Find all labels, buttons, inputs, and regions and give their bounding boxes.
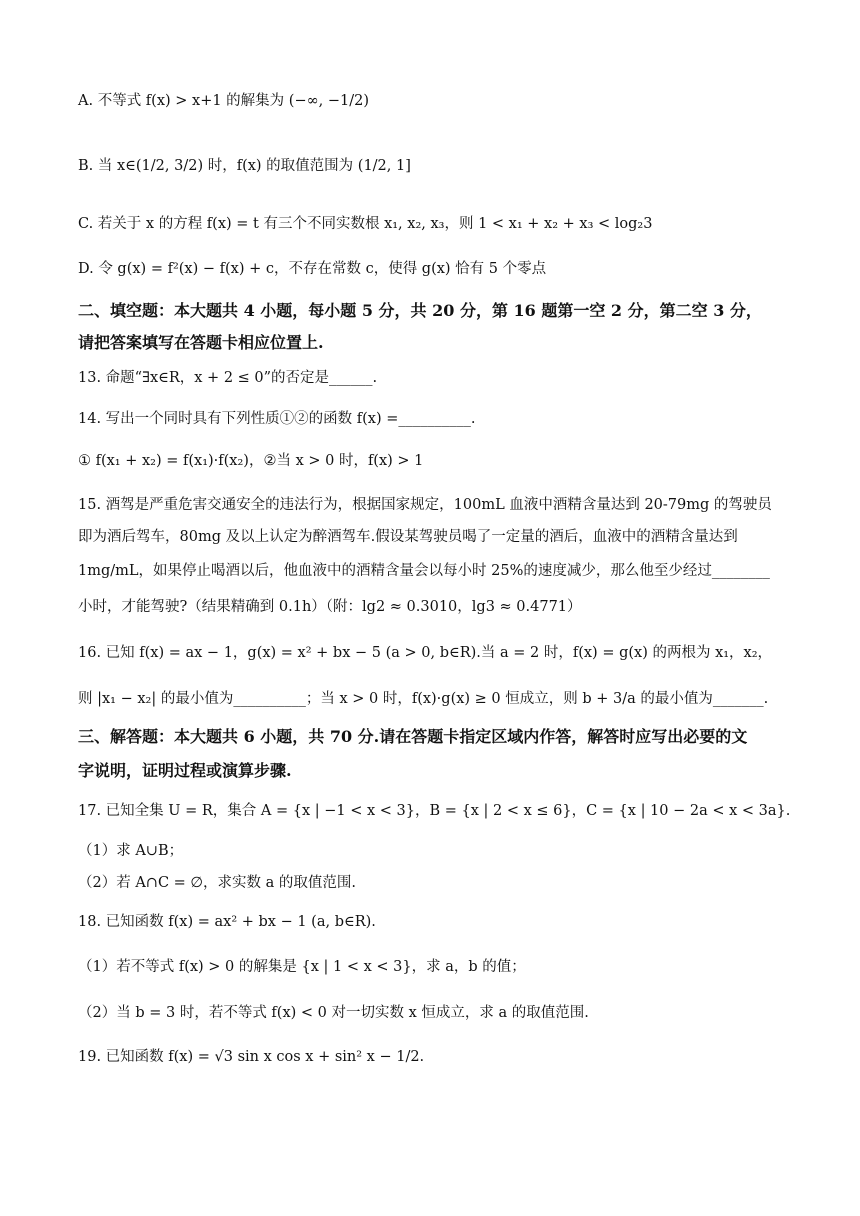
question-16-line1: 16. 已知 f(x) = ax − 1，g(x) = x² + bx − 5 (a > 0, b∈R).当 a = 2 时，f(x) = g(x) 的两根为 x₁，x₂， bbox=[78, 645, 773, 661]
option-a: A. 不等式 f(x) > x+1 的解集为 (−∞, −1/2) bbox=[78, 93, 370, 109]
question-17-part1: （1）求 A∪B； bbox=[78, 843, 184, 859]
question-13: 13. 命题“∃x∈R，x + 2 ≤ 0”的否定是______. bbox=[78, 370, 378, 386]
section2-heading-line2: 请把答案填写在答题卡相应位置上. bbox=[78, 333, 324, 352]
question-18-part2: （2）当 b = 3 时，若不等式 f(x) < 0 对一切实数 x 恒成立，求 a 的取值范围. bbox=[78, 1005, 589, 1021]
question-15-line1: 15. 酒驾是严重危害交通安全的违法行为，根据国家规定，100mL 血液中酒精含量达到 20-79mg 的驾驶员 bbox=[78, 497, 772, 513]
section3-heading-line1: 三、解答题：本大题共 6 小题，共 70 分.请在答题卡指定区域内作答，解答时应写出必要的文 bbox=[78, 727, 748, 746]
question-15-line4: 小时，才能驾驶?（结果精确到 0.1h）（附：lg2 ≈ 0.3010，lg3 ≈ 0.4771） bbox=[78, 599, 582, 615]
question-16-line2: 则 |x₁ − x₂| 的最小值为__________；当 x > 0 时，f(x)·g(x) ≥ 0 恒成立，则 b + 3/a 的最小值为_______. bbox=[78, 691, 769, 707]
option-b: B. 当 x∈(1/2, 3/2) 时，f(x) 的取值范围为 (1/2, 1] bbox=[78, 158, 411, 174]
question-15-line3: 1mg/mL，如果停止喝酒以后，他血液中的酒精含量会以每小时 25%的速度减少，那么他至少经过________ bbox=[78, 563, 770, 579]
question-19-stem: 19. 已知函数 f(x) = √3 sin x cos x + sin² x − 1/2. bbox=[78, 1049, 425, 1065]
question-18-stem: 18. 已知函数 f(x) = ax² + bx − 1 (a, b∈R). bbox=[78, 914, 376, 930]
question-17-part2: （2）若 A∩C = ∅，求实数 a 的取值范围. bbox=[78, 875, 357, 891]
question-14-line1: 14. 写出一个同时具有下列性质①②的函数 f(x) =__________. bbox=[78, 411, 476, 427]
question-17-stem: 17. 已知全集 U = R，集合 A = {x | −1 < x < 3}，B = {x | 2 < x ≤ 6}，C = {x | 10 − 2a < x < 3a}. bbox=[78, 803, 791, 819]
section2-heading-line1: 二、填空题：本大题共 4 小题，每小题 5 分，共 20 分，第 16 题第一空 2 分，第二空 3 分， bbox=[78, 301, 762, 320]
option-c: C. 若关于 x 的方程 f(x) = t 有三个不同实数根 x₁, x₂, x₃，则 1 < x₁ + x₂ + x₃ < log₂3 bbox=[78, 216, 653, 232]
section3-heading-line2: 字说明，证明过程或演算步骤. bbox=[78, 761, 292, 780]
question-18-part1: （1）若不等式 f(x) > 0 的解集是 {x | 1 < x < 3}，求 a，b 的值； bbox=[78, 959, 526, 975]
option-d: D. 令 g(x) = f²(x) − f(x) + c，不存在常数 c，使得 g(x) 恰有 5 个零点 bbox=[78, 261, 547, 277]
question-15-line2: 即为酒后驾车，80mg 及以上认定为醉酒驾车.假设某驾驶员喝了一定量的酒后，血液中的酒精含量达到 bbox=[78, 529, 738, 545]
question-14-line2: ① f(x₁ + x₂) = f(x₁)·f(x₂)，②当 x > 0 时，f(x) > 1 bbox=[78, 453, 424, 469]
